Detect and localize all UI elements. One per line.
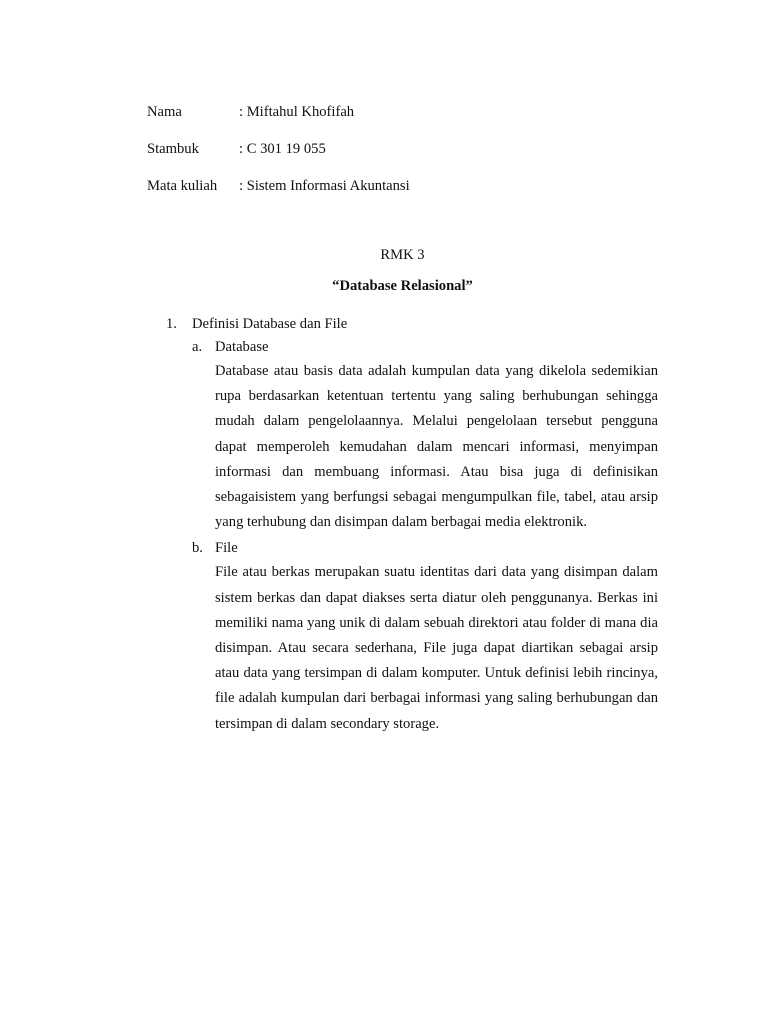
info-value: : C 301 19 055 xyxy=(239,141,326,157)
document-title: “Database Relasional” xyxy=(332,278,473,294)
student-info xyxy=(147,102,647,213)
section-number: 1. xyxy=(166,316,177,332)
info-value: : Sistem Informasi Akuntansi xyxy=(239,178,410,194)
info-value: : Miftahul Khofifah xyxy=(239,104,355,120)
section-label: Definisi Database dan File xyxy=(192,316,348,332)
info-label: Mata kuliah xyxy=(147,178,218,194)
info-row-stambuk xyxy=(147,139,647,176)
subsection-heading xyxy=(192,538,658,560)
info-label: Stambuk xyxy=(147,141,199,157)
subsection-letter: a. xyxy=(192,339,203,355)
assignment-number: RMK 3 xyxy=(380,247,425,263)
section-list xyxy=(166,314,658,737)
subsection-paragraph: File atau berkas merupakan suatu identitas dari data yang disimpan dalam sistem berkas dan dapat diakses serta diatur oleh penggunanya. Berkas ini memiliki nama yang unik di dalam sebuah direktori atau folder di mana dia disimpan. Atau secara sederhana, File juga dapat diartikan sebagai arsip atau data yang tersimpan di dalam komputer. Untuk definisi lebih rincinya, file adalah kumpulan dari berbagai informasi yang saling berhubungan dan tersimpan di dalam secondary storage. xyxy=(215,564,658,732)
subsection-database xyxy=(192,337,658,535)
section-heading xyxy=(166,314,658,334)
info-row-nama xyxy=(147,102,647,139)
subsection-label: Database xyxy=(215,339,269,355)
subsection-letter: b. xyxy=(192,540,203,557)
subsection-label: File xyxy=(215,540,238,557)
subsection-paragraph: Database atau basis data adalah kumpulan data yang dikelola sedemikian rupa berdasarkan ketentuan tertentu yang saling berhubungan sehingga mudah dalam pengelolaannya. Melalui pengelolaan tersebut pengguna dapat memperoleh kemudahan dalam mencari informasi, menyimpan informasi dan membuang informasi. Atau bisa juga di definisikan sebagaisistem yang berfungsi sebagai mengumpulkan file, tabel, atau arsip yang terhubung dan disimpan dalam berbagai media elektronik. xyxy=(215,363,658,531)
info-row-mata-kuliah xyxy=(147,176,647,213)
subsection-file xyxy=(192,538,658,736)
info-label: Nama xyxy=(147,104,182,120)
subsection-heading xyxy=(192,337,658,359)
